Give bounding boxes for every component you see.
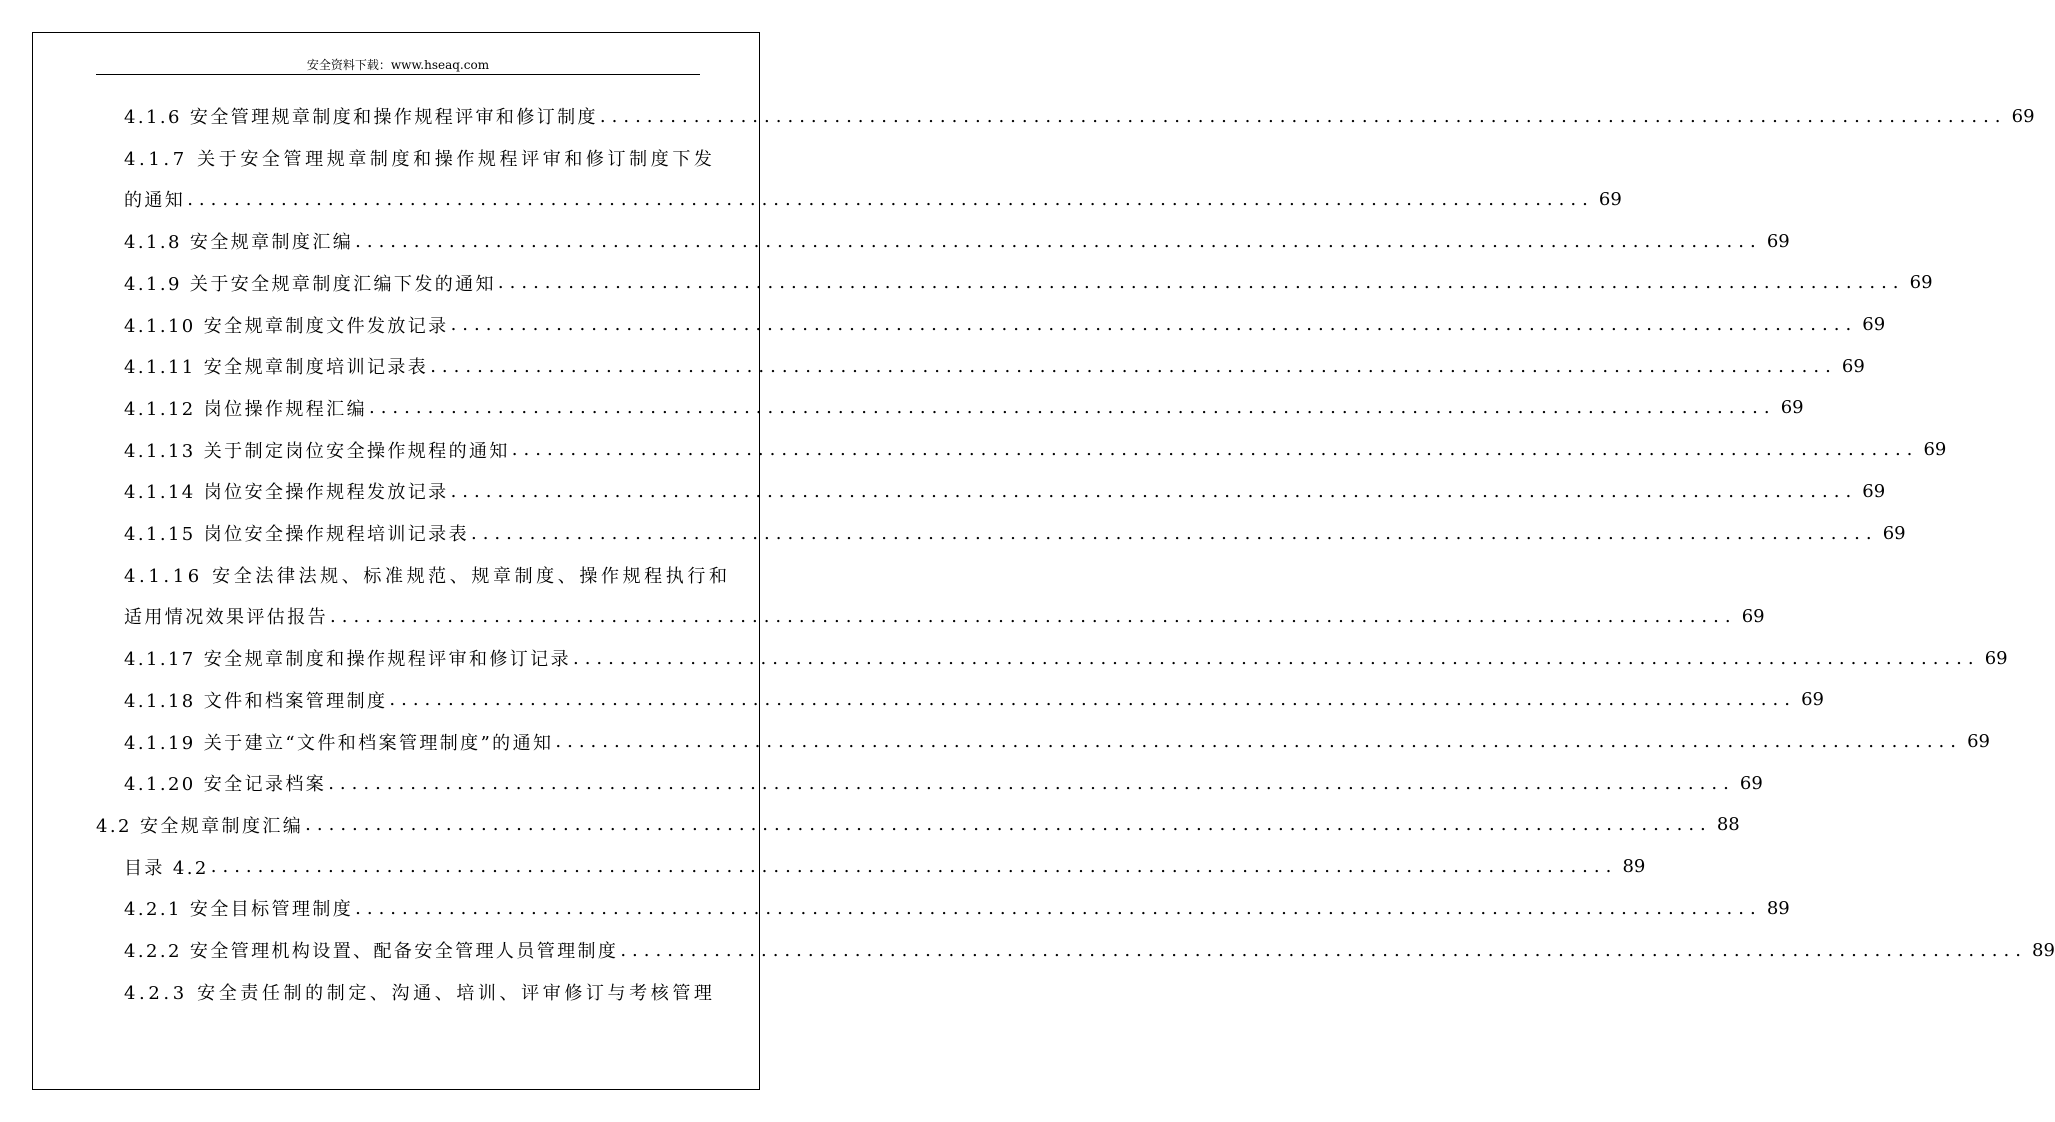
- toc-entry-title: 4.1.9 关于安全规章制度汇编下发的通知: [124, 273, 496, 295]
- toc-entry-title: 4.1.16 安全法律法规、标准规范、规章制度、操作规程执行和: [124, 565, 731, 587]
- toc-entry-title: 4.1.7 关于安全管理规章制度和操作规程评审和修订制度下发: [124, 148, 716, 170]
- toc-entry-page: 69: [1909, 272, 1933, 294]
- toc-leader: ........................................................................................................................: [389, 689, 1796, 711]
- toc-entry[interactable]: [124, 221, 1790, 261]
- toc-entry[interactable]: [124, 972, 716, 1012]
- toc-leader: ........................................................................................................................: [450, 314, 1858, 335]
- toc-leader: ........................................................................................................................: [187, 188, 1594, 210]
- toc-entry[interactable]: [124, 680, 1824, 720]
- toc-entry-title: 4.1.15 岗位安全操作规程培训记录表: [124, 524, 469, 545]
- header-rule: [96, 74, 700, 75]
- toc-entry[interactable]: [124, 388, 1804, 428]
- toc-leader: ........................................................................................................................: [555, 731, 1962, 752]
- toc-entry[interactable]: [124, 430, 1947, 470]
- page-header: 安全资料下载：www.hseaq.com: [306, 58, 490, 72]
- toc-leader: ........................................................................................................................: [430, 355, 1837, 377]
- toc-leader: ........................................................................................................................: [620, 939, 2027, 961]
- toc-entry-title: 4.2.2 安全管理机构设置、配备安全管理人员管理制度: [124, 941, 619, 962]
- toc-entry[interactable]: [124, 555, 731, 595]
- toc-entry[interactable]: [124, 305, 1886, 345]
- toc-entry-title: 4.1.6 安全管理规章制度和操作规程评审和修订制度: [124, 107, 598, 128]
- toc-entry-page: 69: [1862, 314, 1886, 335]
- toc-entry[interactable]: [124, 596, 1765, 636]
- toc-entry[interactable]: [124, 346, 1865, 386]
- toc-leader: ........................................................................................................................: [511, 439, 1919, 461]
- toc-entry-page: 89: [2032, 939, 2055, 961]
- toc-entry-page: 69: [1780, 397, 1804, 419]
- toc-entry-title: 4.2.1 安全目标管理制度: [124, 899, 354, 921]
- toc-entry[interactable]: [124, 638, 2008, 678]
- toc-entry-page: 89: [1766, 897, 1790, 919]
- toc-entry-page: 89: [1622, 856, 1646, 878]
- toc-leader: ........................................................................................................................: [572, 647, 1980, 669]
- toc-entry-page: 69: [2011, 105, 2035, 127]
- toc-entry-title: 4.2.3 安全责任制的制定、沟通、培训、评审修订与考核管理: [124, 982, 716, 1004]
- toc-entry-title: 4.1.18 文件和档案管理制度: [124, 690, 388, 712]
- toc-entry-title: 4.1.20 安全记录档案: [124, 774, 327, 796]
- toc-leader: ........................................................................................................................: [330, 605, 1737, 627]
- toc-entry-title: 4.1.14 岗位安全操作规程发放记录: [124, 482, 449, 504]
- toc-entry-title: 4.1.17 安全规章制度和操作规程评审和修订记录: [124, 649, 571, 671]
- toc-entry-page: 69: [1862, 480, 1886, 502]
- toc-leader: ........................................................................................................................: [599, 105, 2007, 127]
- toc-leader: ........................................................................................................................: [355, 897, 1762, 919]
- toc-entry-page: 69: [1741, 605, 1765, 627]
- toc-entry[interactable]: [124, 763, 1763, 803]
- toc-entry[interactable]: [124, 96, 2035, 136]
- toc-entry-page: 69: [1598, 188, 1622, 210]
- toc-entry-title: 目录 4.2: [124, 857, 209, 879]
- toc-entry-title: 4.1.12 岗位操作规程汇编: [124, 398, 367, 420]
- toc-entry[interactable]: [124, 513, 1906, 553]
- toc-entry-page: 88: [1716, 814, 1740, 836]
- toc-entry[interactable]: [124, 847, 1646, 887]
- toc-entry-page: 69: [1801, 689, 1824, 711]
- toc-entry[interactable]: [124, 930, 2055, 970]
- toc-entry-title: 适用情况效果评估报告: [124, 607, 328, 629]
- toc-entry[interactable]: [96, 805, 1740, 845]
- toc-entry-page: 69: [1766, 230, 1790, 252]
- toc-leader: ........................................................................................................................: [470, 522, 1878, 544]
- toc-leader: ........................................................................................................................: [450, 480, 1858, 502]
- toc-entry-title: 4.1.19 关于建立“文件和档案管理制度”的通知: [124, 732, 554, 754]
- toc-entry-page: 69: [1967, 731, 1990, 752]
- toc-entry-title: 4.1.10 安全规章制度文件发放记录: [124, 315, 449, 337]
- toc-leader: ........................................................................................................................: [497, 272, 1905, 294]
- toc-entry-title: 4.1.8 安全规章制度汇编: [124, 232, 354, 254]
- toc-leader: ........................................................................................................................: [355, 230, 1762, 252]
- toc-entry-page: 69: [1739, 772, 1763, 794]
- toc-entry[interactable]: [124, 138, 716, 178]
- toc-entry[interactable]: [124, 179, 1622, 219]
- toc-leader: ........................................................................................................................: [368, 397, 1776, 419]
- toc-entry-page: 69: [1984, 647, 2008, 669]
- toc-entry[interactable]: [124, 722, 1990, 762]
- toc-entry[interactable]: [124, 263, 1933, 303]
- toc-leader: ........................................................................................................................: [210, 856, 1618, 878]
- toc-entry-page: 69: [1841, 355, 1865, 377]
- toc-leader: ........................................................................................................................: [328, 772, 1735, 794]
- toc-entry[interactable]: [124, 471, 1886, 511]
- toc-entry-title: 4.1.11 安全规章制度培训记录表: [124, 357, 429, 379]
- toc-entry-title: 4.1.13 关于制定岗位安全操作规程的通知: [124, 440, 510, 462]
- toc-entry-page: 69: [1882, 522, 1906, 544]
- toc-entry-title: 4.2 安全规章制度汇编: [96, 815, 304, 837]
- toc-entry[interactable]: [124, 888, 1790, 928]
- toc-entry-title: 的通知: [124, 190, 186, 212]
- toc-entry-page: 69: [1923, 439, 1947, 461]
- toc-leader: ........................................................................................................................: [305, 814, 1712, 836]
